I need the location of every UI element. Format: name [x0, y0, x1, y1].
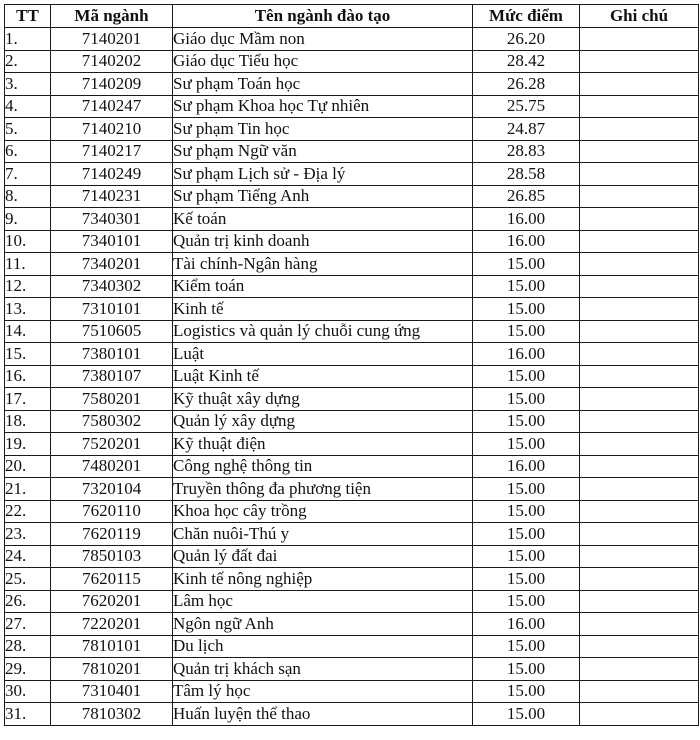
- major-code: 7340101: [51, 230, 173, 253]
- score-value: 15.00: [473, 433, 580, 456]
- note-cell: [580, 388, 699, 411]
- major-code: 7220201: [51, 613, 173, 636]
- header-name: Tên ngành đào tạo: [173, 5, 473, 28]
- score-value: 15.00: [473, 568, 580, 591]
- major-code: 7340201: [51, 253, 173, 276]
- major-name: Sư phạm Tiếng Anh: [173, 185, 473, 208]
- score-value: 16.00: [473, 208, 580, 231]
- major-code: 7140249: [51, 163, 173, 186]
- note-cell: [580, 118, 699, 141]
- table-row: [5, 635, 699, 658]
- major-code: 7480201: [51, 455, 173, 478]
- document-sheet: [4, 4, 699, 726]
- table-row: [5, 365, 699, 388]
- major-code: 7140209: [51, 73, 173, 96]
- major-name: Sư phạm Khoa học Tự nhiên: [173, 95, 473, 118]
- header-tt: TT: [5, 5, 51, 28]
- score-value: 15.00: [473, 478, 580, 501]
- table-row: [5, 298, 699, 321]
- score-value: 16.00: [473, 230, 580, 253]
- major-code: 7310401: [51, 680, 173, 703]
- note-cell: [580, 343, 699, 366]
- note-cell: [580, 703, 699, 726]
- major-name: Quản trị kinh doanh: [173, 230, 473, 253]
- table-row: [5, 50, 699, 73]
- major-code: 7810201: [51, 658, 173, 681]
- note-cell: [580, 185, 699, 208]
- row-number: 29.: [5, 658, 51, 681]
- row-number: 16.: [5, 365, 51, 388]
- note-cell: [580, 320, 699, 343]
- major-code: 7620115: [51, 568, 173, 591]
- row-number: 31.: [5, 703, 51, 726]
- major-code: 7310101: [51, 298, 173, 321]
- note-cell: [580, 163, 699, 186]
- major-name: Logistics và quản lý chuỗi cung ứng: [173, 320, 473, 343]
- major-code: 7340302: [51, 275, 173, 298]
- major-name: Sư phạm Tin học: [173, 118, 473, 141]
- major-name: Sư phạm Toán học: [173, 73, 473, 96]
- score-value: 16.00: [473, 613, 580, 636]
- header-note: Ghi chú: [580, 5, 699, 28]
- table-row: [5, 185, 699, 208]
- major-code: 7380107: [51, 365, 173, 388]
- score-value: 15.00: [473, 635, 580, 658]
- row-number: 19.: [5, 433, 51, 456]
- note-cell: [580, 253, 699, 276]
- score-value: 15.00: [473, 658, 580, 681]
- major-name: Kinh tế: [173, 298, 473, 321]
- table-row: [5, 523, 699, 546]
- major-name: Quản lý đất đai: [173, 545, 473, 568]
- major-code: 7140247: [51, 95, 173, 118]
- score-value: 28.58: [473, 163, 580, 186]
- major-code: 7810302: [51, 703, 173, 726]
- row-number: 5.: [5, 118, 51, 141]
- table-row: [5, 590, 699, 613]
- score-value: 15.00: [473, 365, 580, 388]
- score-value: 15.00: [473, 320, 580, 343]
- table-row: [5, 500, 699, 523]
- major-name: Kỹ thuật xây dựng: [173, 388, 473, 411]
- admission-score-table: [4, 4, 699, 726]
- note-cell: [580, 50, 699, 73]
- major-name: Giáo dục Tiểu học: [173, 50, 473, 73]
- note-cell: [580, 590, 699, 613]
- table-row: [5, 658, 699, 681]
- major-name: Giáo dục Mầm non: [173, 28, 473, 51]
- row-number: 13.: [5, 298, 51, 321]
- note-cell: [580, 298, 699, 321]
- row-number: 25.: [5, 568, 51, 591]
- major-name: Sư phạm Ngữ văn: [173, 140, 473, 163]
- header-score: Mức điểm: [473, 5, 580, 28]
- major-code: 7140210: [51, 118, 173, 141]
- table-row: [5, 545, 699, 568]
- major-code: 7620119: [51, 523, 173, 546]
- score-value: 15.00: [473, 523, 580, 546]
- major-name: Truyền thông đa phương tiện: [173, 478, 473, 501]
- major-name: Du lịch: [173, 635, 473, 658]
- score-value: 26.28: [473, 73, 580, 96]
- table-row: [5, 613, 699, 636]
- table-row: [5, 680, 699, 703]
- major-name: Tâm lý học: [173, 680, 473, 703]
- major-name: Kỹ thuật điện: [173, 433, 473, 456]
- major-name: Lâm học: [173, 590, 473, 613]
- row-number: 30.: [5, 680, 51, 703]
- major-code: 7520201: [51, 433, 173, 456]
- row-number: 18.: [5, 410, 51, 433]
- row-number: 21.: [5, 478, 51, 501]
- score-value: 15.00: [473, 680, 580, 703]
- row-number: 3.: [5, 73, 51, 96]
- row-number: 28.: [5, 635, 51, 658]
- table-row: [5, 478, 699, 501]
- row-number: 9.: [5, 208, 51, 231]
- score-value: 24.87: [473, 118, 580, 141]
- score-value: 28.42: [473, 50, 580, 73]
- note-cell: [580, 545, 699, 568]
- major-name: Quản lý xây dựng: [173, 410, 473, 433]
- table-row: [5, 455, 699, 478]
- score-value: 15.00: [473, 388, 580, 411]
- note-cell: [580, 230, 699, 253]
- table-row: [5, 163, 699, 186]
- table-row: [5, 433, 699, 456]
- major-code: 7810101: [51, 635, 173, 658]
- table-row: [5, 343, 699, 366]
- major-name: Khoa học cây trồng: [173, 500, 473, 523]
- major-code: 7320104: [51, 478, 173, 501]
- row-number: 4.: [5, 95, 51, 118]
- table-row: [5, 118, 699, 141]
- table-row: [5, 95, 699, 118]
- major-name: Chăn nuôi-Thú y: [173, 523, 473, 546]
- major-name: Quản trị khách sạn: [173, 658, 473, 681]
- note-cell: [580, 455, 699, 478]
- score-value: 15.00: [473, 410, 580, 433]
- major-name: Sư phạm Lịch sử - Địa lý: [173, 163, 473, 186]
- note-cell: [580, 658, 699, 681]
- score-value: 16.00: [473, 455, 580, 478]
- table-row: [5, 320, 699, 343]
- major-code: 7140231: [51, 185, 173, 208]
- header-row: [5, 5, 699, 28]
- major-code: 7850103: [51, 545, 173, 568]
- row-number: 17.: [5, 388, 51, 411]
- major-name: Kiểm toán: [173, 275, 473, 298]
- major-name: Kế toán: [173, 208, 473, 231]
- major-code: 7510605: [51, 320, 173, 343]
- table-row: [5, 73, 699, 96]
- row-number: 27.: [5, 613, 51, 636]
- note-cell: [580, 635, 699, 658]
- major-code: 7140202: [51, 50, 173, 73]
- major-name: Huấn luyện thể thao: [173, 703, 473, 726]
- row-number: 14.: [5, 320, 51, 343]
- note-cell: [580, 433, 699, 456]
- table-row: [5, 230, 699, 253]
- note-cell: [580, 28, 699, 51]
- major-name: Tài chính-Ngân hàng: [173, 253, 473, 276]
- major-name: Công nghệ thông tin: [173, 455, 473, 478]
- table-header: [5, 5, 699, 28]
- table-row: [5, 140, 699, 163]
- note-cell: [580, 208, 699, 231]
- note-cell: [580, 680, 699, 703]
- score-value: 15.00: [473, 545, 580, 568]
- note-cell: [580, 523, 699, 546]
- note-cell: [580, 613, 699, 636]
- major-name: Luật: [173, 343, 473, 366]
- major-code: 7340301: [51, 208, 173, 231]
- row-number: 7.: [5, 163, 51, 186]
- note-cell: [580, 365, 699, 388]
- score-value: 15.00: [473, 703, 580, 726]
- note-cell: [580, 478, 699, 501]
- note-cell: [580, 275, 699, 298]
- row-number: 24.: [5, 545, 51, 568]
- major-code: 7380101: [51, 343, 173, 366]
- row-number: 23.: [5, 523, 51, 546]
- row-number: 15.: [5, 343, 51, 366]
- major-code: 7620201: [51, 590, 173, 613]
- note-cell: [580, 73, 699, 96]
- row-number: 1.: [5, 28, 51, 51]
- major-name: Ngôn ngữ Anh: [173, 613, 473, 636]
- row-number: 20.: [5, 455, 51, 478]
- score-value: 15.00: [473, 500, 580, 523]
- score-value: 28.83: [473, 140, 580, 163]
- row-number: 6.: [5, 140, 51, 163]
- row-number: 11.: [5, 253, 51, 276]
- note-cell: [580, 500, 699, 523]
- table-row: [5, 275, 699, 298]
- score-value: 25.75: [473, 95, 580, 118]
- major-code: 7140217: [51, 140, 173, 163]
- note-cell: [580, 140, 699, 163]
- score-value: 16.00: [473, 343, 580, 366]
- note-cell: [580, 410, 699, 433]
- score-value: 26.20: [473, 28, 580, 51]
- table-row: [5, 703, 699, 726]
- note-cell: [580, 95, 699, 118]
- table-row: [5, 208, 699, 231]
- major-code: 7580201: [51, 388, 173, 411]
- table-body: [5, 28, 699, 726]
- row-number: 12.: [5, 275, 51, 298]
- score-value: 15.00: [473, 590, 580, 613]
- score-value: 15.00: [473, 253, 580, 276]
- row-number: 22.: [5, 500, 51, 523]
- major-code: 7580302: [51, 410, 173, 433]
- score-value: 15.00: [473, 298, 580, 321]
- score-value: 26.85: [473, 185, 580, 208]
- score-value: 15.00: [473, 275, 580, 298]
- table-row: [5, 568, 699, 591]
- note-cell: [580, 568, 699, 591]
- row-number: 10.: [5, 230, 51, 253]
- major-name: Kinh tế nông nghiệp: [173, 568, 473, 591]
- major-code: 7620110: [51, 500, 173, 523]
- table-row: [5, 388, 699, 411]
- table-row: [5, 410, 699, 433]
- row-number: 2.: [5, 50, 51, 73]
- major-code: 7140201: [51, 28, 173, 51]
- major-name: Luật Kinh tế: [173, 365, 473, 388]
- header-code: Mã ngành: [51, 5, 173, 28]
- table-row: [5, 28, 699, 51]
- table-row: [5, 253, 699, 276]
- row-number: 26.: [5, 590, 51, 613]
- row-number: 8.: [5, 185, 51, 208]
